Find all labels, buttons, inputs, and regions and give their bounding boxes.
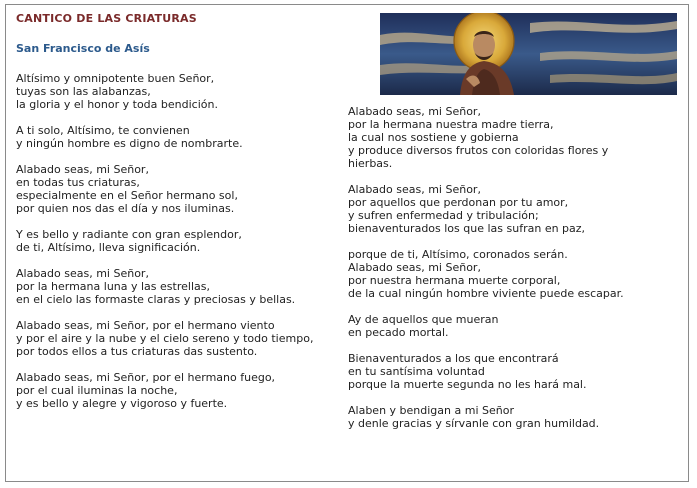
poem-line: Bienaventurados a los que encontrará [348, 352, 559, 365]
poem-line: y ningún hombre es digno de nombrarte. [16, 137, 243, 150]
stanza [16, 371, 313, 410]
poem-line: Altísimo y omnipotente buen Señor, [16, 72, 215, 85]
poem-line: por el cual iluminas la noche, [16, 384, 178, 397]
author-name: San Francisco de Asís [16, 42, 150, 55]
poem-line: por la hermana nuestra madre tierra, [348, 118, 554, 131]
stanza [348, 105, 624, 170]
poem-line: en tu santísima voluntad [348, 365, 485, 378]
poem-line: por aquellos que perdonan por tu amor, [348, 196, 569, 209]
right-column [348, 105, 624, 443]
saint-francis-illustration [380, 13, 677, 95]
stanza [16, 72, 313, 111]
poem-line: y produce diversos frutos con coloridas flores y [348, 144, 609, 157]
poem-line: Y es bello y radiante con gran esplendor, [16, 228, 242, 241]
stanza [16, 124, 313, 150]
poem-line: por nuestra hermana muerte corporal, [348, 274, 561, 287]
poem-line: de la cual ningún hombre viviente puede escapar. [348, 287, 624, 300]
stanza [348, 183, 624, 235]
poem-line: en pecado mortal. [348, 326, 449, 339]
poem-line: Alabado seas, mi Señor, [348, 261, 481, 274]
saint-francis-painting [380, 13, 677, 95]
poem-line: porque la muerte segunda no les hará mal. [348, 378, 587, 391]
poem-line: Alabado seas, mi Señor, [348, 105, 481, 118]
page-title: CANTICO DE LAS CRIATURAS [16, 12, 197, 25]
stanza [348, 248, 624, 300]
poem-line: la cual nos sostiene y gobierna [348, 131, 519, 144]
poem-line: Ay de aquellos que mueran [348, 313, 499, 326]
stanza [16, 163, 313, 215]
poem-line: de ti, Altísimo, lleva significación. [16, 241, 201, 254]
stanza [348, 352, 624, 391]
poem-line: y es bello y alegre y vigoroso y fuerte. [16, 397, 228, 410]
stanza [348, 404, 624, 430]
poem-line: y sufren enfermedad y tribulación; [348, 209, 539, 222]
poem-line: Alabado seas, mi Señor, por el hermano viento [16, 319, 275, 332]
poem-frame [5, 4, 689, 482]
poem-line: y denle gracias y sírvanle con gran humildad. [348, 417, 600, 430]
poem-line: bienaventurados los que las sufran en paz, [348, 222, 586, 235]
poem-line: porque de ti, Altísimo, coronados serán. [348, 248, 568, 261]
poem-line: la gloria y el honor y toda bendición. [16, 98, 218, 111]
left-column [16, 72, 313, 423]
poem-line: Alabado seas, mi Señor, [16, 267, 149, 280]
poem-line: A ti solo, Altísimo, te convienen [16, 124, 190, 137]
stanza [16, 228, 313, 254]
poem-line: Alaben y bendigan a mi Señor [348, 404, 514, 417]
stanza [16, 319, 313, 358]
poem-line: por la hermana luna y las estrellas, [16, 280, 210, 293]
poem-line: Alabado seas, mi Señor, [16, 163, 149, 176]
poem-line: por todos ellos a tus criaturas das sustento. [16, 345, 258, 358]
poem-line: hierbas. [348, 157, 393, 170]
poem-line: en el cielo las formaste claras y preciosas y bellas. [16, 293, 296, 306]
stanza [16, 267, 313, 306]
stanza [348, 313, 624, 339]
poem-line: especialmente en el Señor hermano sol, [16, 189, 238, 202]
poem-line: Alabado seas, mi Señor, por el hermano fuego, [16, 371, 276, 384]
poem-line: y por el aire y la nube y el cielo sereno y todo tiempo, [16, 332, 314, 345]
poem-line: tuyas son las alabanzas, [16, 85, 151, 98]
poem-line: por quien nos das el día y nos iluminas. [16, 202, 235, 215]
poem-line: en todas tus criaturas, [16, 176, 140, 189]
poem-line: Alabado seas, mi Señor, [348, 183, 481, 196]
